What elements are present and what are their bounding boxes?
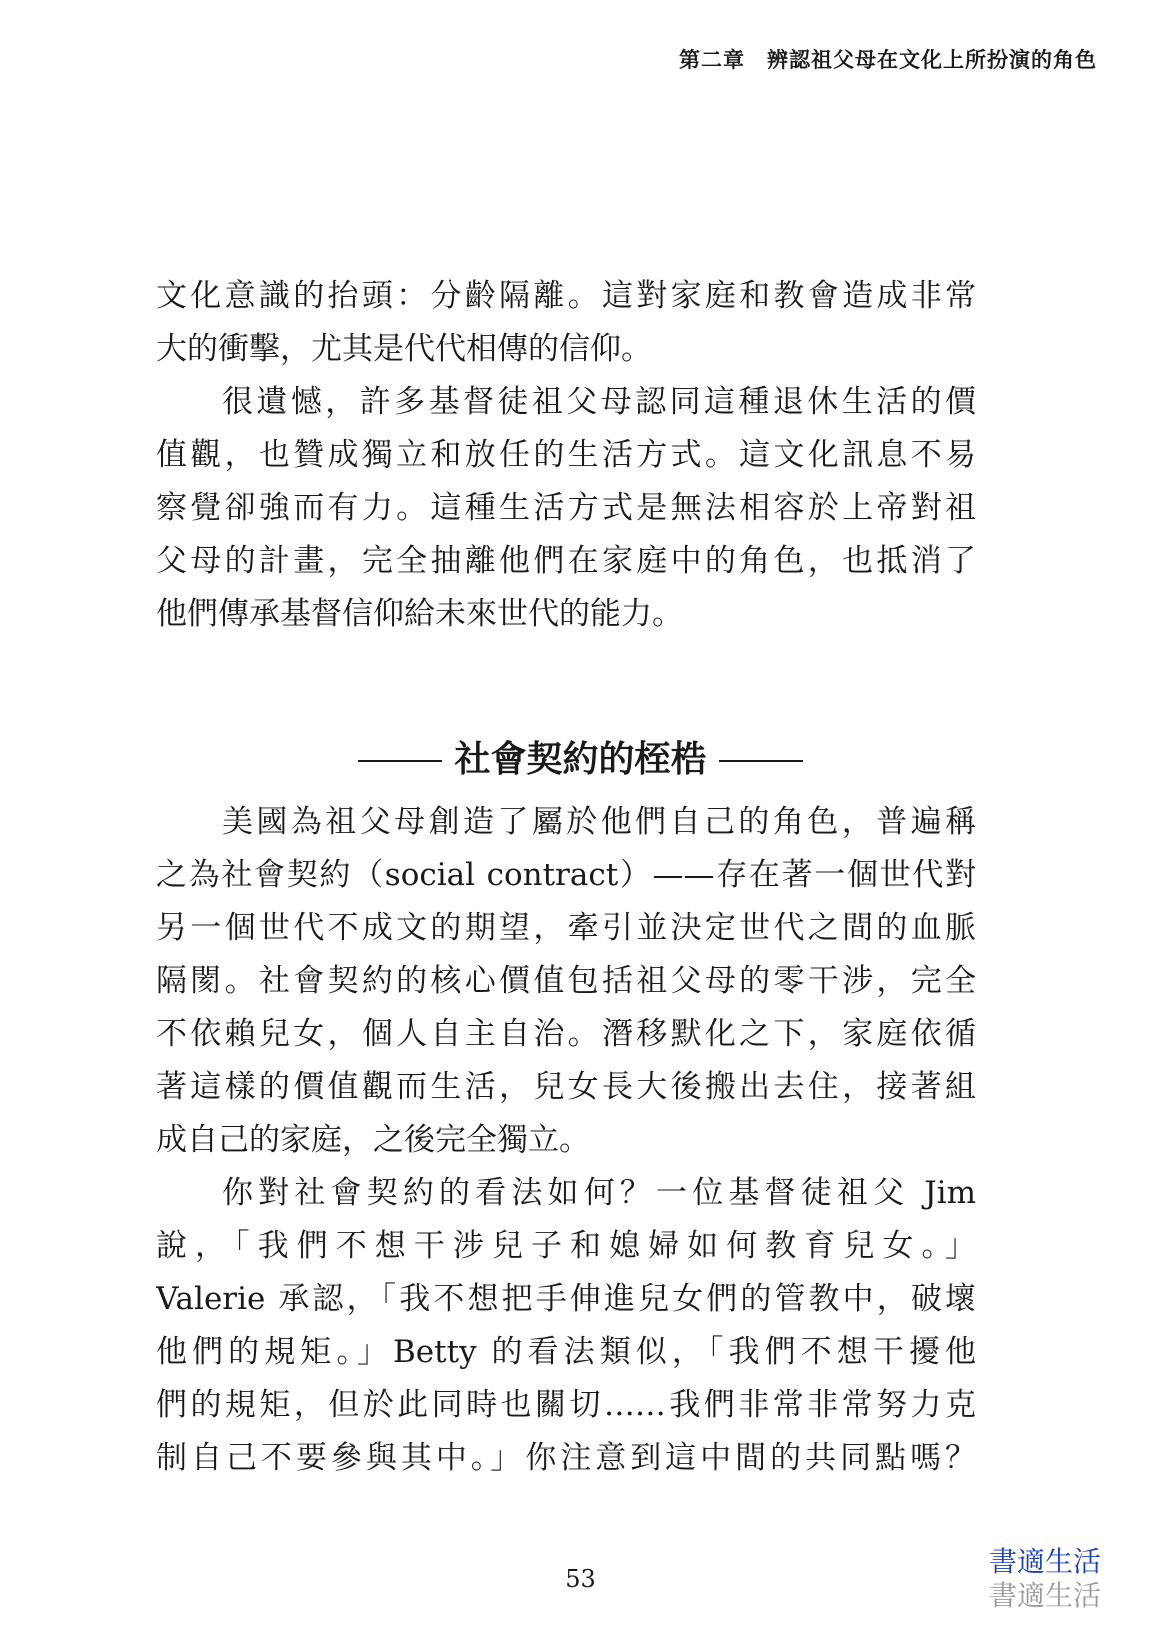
watermark-line-1: 書適生活: [988, 1545, 1101, 1578]
running-head: [679, 44, 1097, 74]
paragraph-3-line: 著這樣的價值觀而生活，兒女長大後搬出去住，接著組: [156, 1069, 976, 1105]
heading-rule-left: [358, 760, 442, 762]
paragraph-2-line: 值觀，也贊成獨立和放任的生活方式。這文化訊息不易: [156, 437, 976, 473]
paragraph-1-line: 大的衝擊，尤其是代代相傳的信仰。: [156, 331, 652, 367]
paragraph-3-line: 成自己的家庭，之後完全獨立。: [156, 1122, 590, 1158]
paragraph-4-line: 你對社會契約的看法如何？一位基督徒祖父 Jim: [222, 1175, 976, 1211]
paragraph-4-line: Valerie 承認，「我不想把手伸進兒女們的管教中，破壞: [156, 1281, 976, 1317]
paragraph-3-line: 之為社會契約（social contract）——存在著一個世代對: [156, 857, 976, 893]
body-text-bottom: [156, 796, 976, 1485]
paragraph-2-line: 很遺憾，許多基督徒祖父母認同這種退休生活的價: [222, 384, 976, 420]
page-number: 53: [565, 1565, 596, 1593]
paragraph-1-line: 文化意識的抬頭：分齡隔離。這對家庭和教會造成非常: [156, 278, 976, 314]
paragraph-4-line: 他們的規矩。」Betty 的看法類似，「我們不想干擾他: [156, 1334, 976, 1370]
paragraph-2-line: 察覺卻強而有力。這種生活方式是無法相容於上帝對祖: [156, 490, 976, 526]
section-heading-text: 社會契約的桎梏: [454, 739, 707, 780]
paragraph-4-line: 們的規矩，但於此同時也關切……我們非常非常努力克: [156, 1387, 976, 1423]
chapter-title: 辨認祖父母在文化上所扮演的角色: [767, 47, 1097, 72]
paragraph-3-line: 另一個世代不成文的期望，牽引並決定世代之間的血脈: [156, 910, 976, 946]
paragraph-3-line: 隔閡。社會契約的核心價值包括祖父母的零干涉，完全: [156, 963, 976, 999]
paragraph-3-line: 美國為祖父母創造了屬於他們自己的角色，普遍稱: [222, 804, 976, 840]
body-text-top: [156, 270, 976, 641]
chapter-number: 第二章: [679, 47, 745, 72]
paragraph-2-line: 他們傳承基督信仰給未來世代的能力。: [156, 596, 683, 632]
watermark-line-2: 書適生活: [988, 1579, 1101, 1612]
heading-rule-right: [719, 760, 803, 762]
paragraph-2-line: 父母的計畫，完全抽離他們在家庭中的角色，也抵消了: [156, 543, 976, 579]
paragraph-4-line: 說，「我們不想干涉兒子和媳婦如何教育兒女。」: [156, 1228, 976, 1264]
section-heading: [0, 735, 1161, 785]
paragraph-3-line: 不依賴兒女，個人自主自治。潛移默化之下，家庭依循: [156, 1016, 976, 1052]
watermark: [989, 1545, 1101, 1613]
paragraph-4-line: 制自己不要參與其中。」你注意到這中間的共同點嗎？: [156, 1440, 976, 1476]
